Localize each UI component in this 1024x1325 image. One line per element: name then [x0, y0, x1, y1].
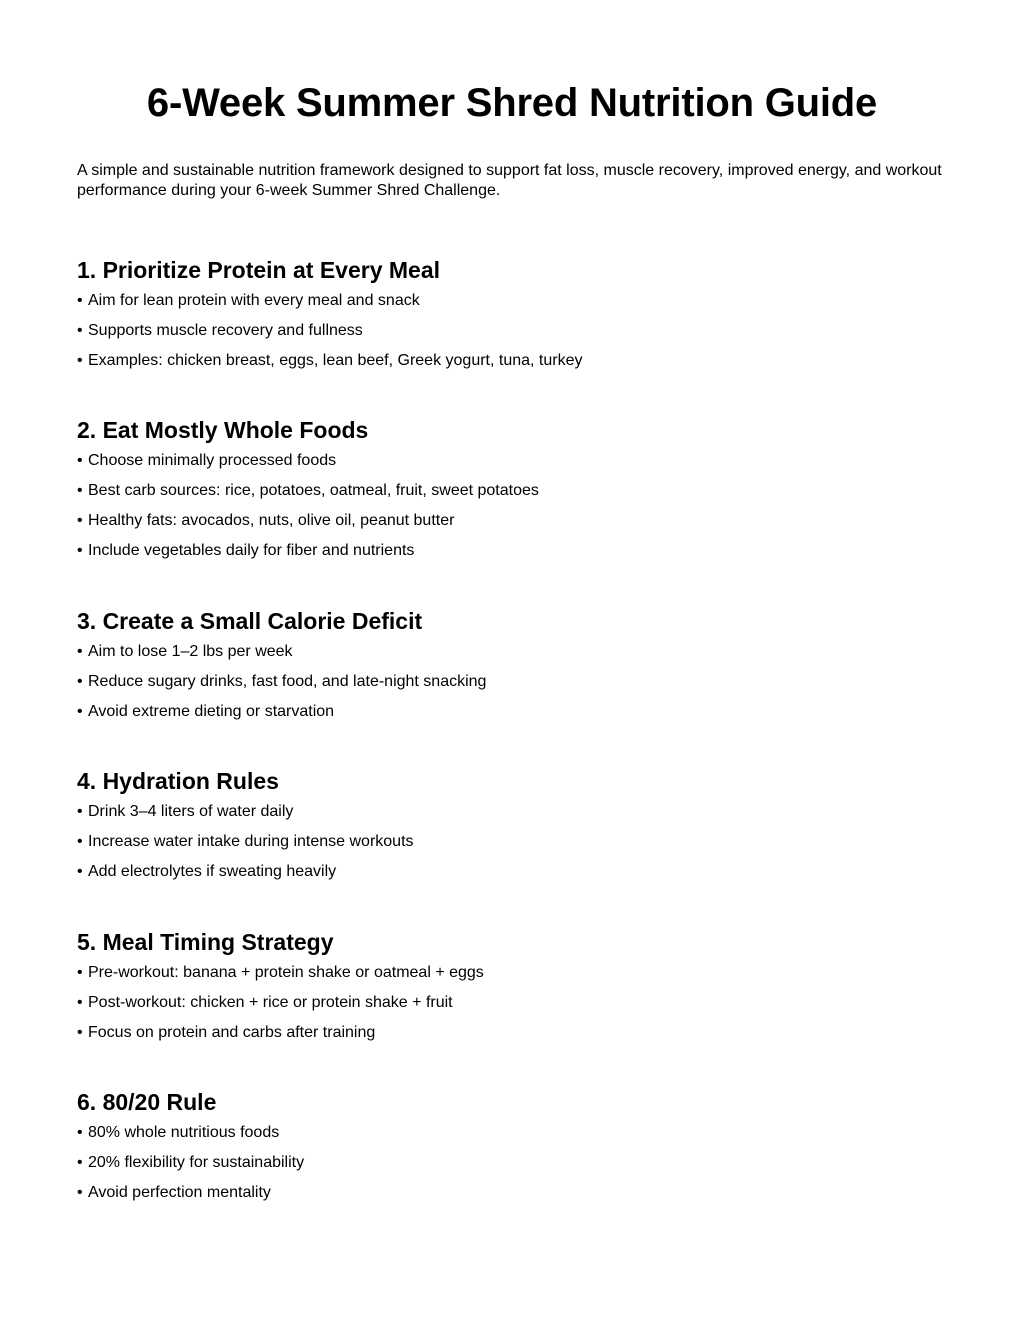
bullet-icon: •: [77, 673, 83, 690]
bullet-icon: •: [77, 1184, 83, 1201]
section-hydration: [77, 766, 947, 892]
bullet-icon: •: [77, 352, 83, 369]
section-heading: 5. Meal Timing Strategy: [77, 929, 334, 955]
bullet-icon: •: [77, 803, 83, 820]
intro-paragraph: A simple and sustainable nutrition framework designed to support fat loss, muscle recovery, improved energy, and workout performance during your 6-week Summer Shred Challenge.: [77, 162, 942, 199]
list-item-text: Focus on protein and carbs after training: [88, 1024, 376, 1041]
bullet-icon: •: [77, 994, 83, 1011]
list-item: [77, 1183, 947, 1213]
list-item: [77, 963, 947, 993]
bullet-icon: •: [77, 863, 83, 880]
list-item: [77, 702, 947, 732]
list-item-text: Aim for lean protein with every meal and snack: [88, 292, 420, 309]
section-heading: 2. Eat Mostly Whole Foods: [77, 417, 369, 443]
bullet-icon: •: [77, 322, 83, 339]
list-item-text: Aim to lose 1–2 lbs per week: [88, 643, 293, 660]
document-title: 6-Week Summer Shred Nutrition Guide: [146, 81, 878, 125]
list-item: [77, 291, 947, 321]
list-item: [77, 451, 947, 481]
bullet-icon: •: [77, 1124, 83, 1141]
list-item-text: Reduce sugary drinks, fast food, and late-night snacking: [88, 673, 487, 690]
list-item-text: Increase water intake during intense workouts: [88, 833, 414, 850]
bullet-icon: •: [77, 643, 83, 660]
list-item-text: 20% flexibility for sustainability: [88, 1154, 305, 1171]
list-item: [77, 993, 947, 1023]
list-item-text: Post-workout: chicken + rice or protein shake + fruit: [88, 994, 453, 1011]
list-item-text: Include vegetables daily for fiber and nutrients: [88, 542, 415, 559]
list-item-text: Avoid extreme dieting or starvation: [88, 703, 335, 720]
list-item-text: Supports muscle recovery and fullness: [88, 322, 363, 339]
list-item: [77, 321, 947, 351]
section-heading: 3. Create a Small Calorie Deficit: [77, 608, 423, 634]
list-item-text: Drink 3–4 liters of water daily: [88, 803, 294, 820]
bullet-icon: •: [77, 482, 83, 499]
bullet-list: [77, 291, 947, 381]
section-protein: [77, 255, 947, 381]
section-calorie-deficit: [77, 606, 947, 732]
list-item: [77, 1123, 947, 1153]
section-80-20-rule: [77, 1087, 947, 1213]
bullet-icon: •: [77, 964, 83, 981]
section-heading: 4. Hydration Rules: [77, 768, 279, 794]
list-item: [77, 832, 947, 862]
list-item-text: Examples: chicken breast, eggs, lean beef, Greek yogurt, tuna, turkey: [88, 352, 583, 369]
bullet-list: [77, 642, 947, 732]
list-item-text: Healthy fats: avocados, nuts, olive oil, peanut butter: [88, 512, 455, 529]
section-whole-foods: [77, 415, 947, 571]
list-item: [77, 511, 947, 541]
list-item: [77, 862, 947, 892]
bullet-list: [77, 451, 947, 571]
section-heading: 1. Prioritize Protein at Every Meal: [77, 257, 441, 283]
list-item: [77, 481, 947, 511]
list-item: [77, 672, 947, 702]
bullet-icon: •: [77, 703, 83, 720]
list-item-text: Best carb sources: rice, potatoes, oatmeal, fruit, sweet potatoes: [88, 482, 539, 499]
bullet-icon: •: [77, 833, 83, 850]
bullet-icon: •: [77, 1024, 83, 1041]
bullet-list: [77, 963, 947, 1053]
list-item: [77, 541, 947, 571]
bullet-icon: •: [77, 542, 83, 559]
list-item: [77, 1023, 947, 1053]
bullet-icon: •: [77, 452, 83, 469]
list-item: [77, 351, 947, 381]
list-item-text: Avoid perfection mentality: [88, 1184, 271, 1201]
section-heading: 6. 80/20 Rule: [77, 1089, 217, 1115]
list-item-text: 80% whole nutritious foods: [88, 1124, 280, 1141]
bullet-icon: •: [77, 512, 83, 529]
bullet-icon: •: [77, 292, 83, 309]
list-item: [77, 802, 947, 832]
list-item-text: Add electrolytes if sweating heavily: [88, 863, 337, 880]
bullet-list: [77, 802, 947, 892]
list-item-text: Choose minimally processed foods: [88, 452, 337, 469]
bullet-list: [77, 1123, 947, 1213]
list-item: [77, 1153, 947, 1183]
list-item: [77, 642, 947, 672]
bullet-icon: •: [77, 1154, 83, 1171]
section-meal-timing: [77, 927, 947, 1053]
list-item-text: Pre-workout: banana + protein shake or oatmeal + eggs: [88, 964, 484, 981]
